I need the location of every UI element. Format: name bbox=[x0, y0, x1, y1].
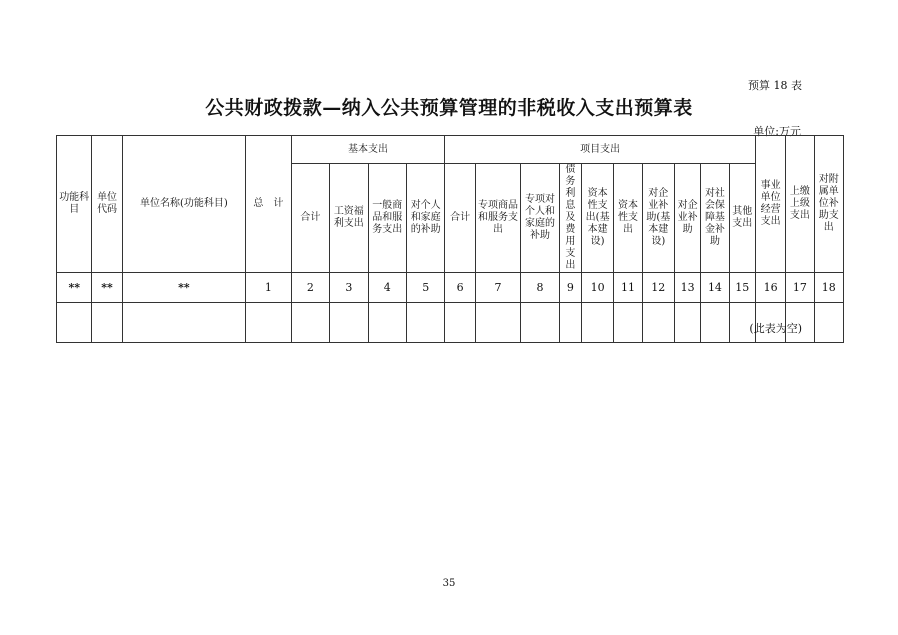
empty-cell bbox=[674, 303, 700, 343]
code-cell: ** bbox=[122, 273, 245, 303]
header-subsidiary-subsidy: 对附属单位补助支出 bbox=[814, 136, 843, 273]
empty-cell bbox=[291, 303, 329, 343]
header-project-enterprise-construction: 对企业补助(基本建设) bbox=[642, 164, 674, 273]
header-business-expense: 事业单位经营支出 bbox=[755, 136, 785, 273]
code-cell: 12 bbox=[642, 273, 674, 303]
code-cell: 17 bbox=[786, 273, 814, 303]
empty-cell bbox=[368, 303, 406, 343]
empty-cell bbox=[445, 303, 475, 343]
code-cell: 18 bbox=[814, 273, 843, 303]
code-cell: 3 bbox=[330, 273, 368, 303]
code-cell: 5 bbox=[406, 273, 444, 303]
empty-cell bbox=[581, 303, 613, 343]
header-project-goods: 专项商品和服务支出 bbox=[475, 164, 521, 273]
page-title: 公共财政拨款—纳入公共预算管理的非税收入支出预算表 bbox=[205, 97, 693, 119]
code-cell: 15 bbox=[729, 273, 755, 303]
header-project-capital: 资本性支出 bbox=[614, 164, 642, 273]
code-cell: 11 bbox=[614, 273, 642, 303]
empty-cell bbox=[246, 303, 292, 343]
header-basic-personal: 对个人和家庭的补助 bbox=[406, 164, 444, 273]
empty-cell bbox=[701, 303, 729, 343]
header-unit-name: 单位名称(功能科目) bbox=[122, 136, 245, 273]
empty-cell bbox=[814, 303, 843, 343]
code-cell: 8 bbox=[521, 273, 559, 303]
header-project-other: 其他支出 bbox=[729, 164, 755, 273]
page-number: 35 bbox=[442, 578, 456, 589]
header-basic-goods: 一般商品和服务支出 bbox=[368, 164, 406, 273]
header-total: 总 计 bbox=[246, 136, 292, 273]
code-row bbox=[57, 273, 844, 303]
unit-label: 单位:万元 bbox=[753, 125, 801, 138]
empty-cell bbox=[614, 303, 642, 343]
code-cell: 6 bbox=[445, 273, 475, 303]
empty-cell bbox=[406, 303, 444, 343]
header-unit-code: 单位代码 bbox=[92, 136, 122, 273]
empty-cell bbox=[559, 303, 581, 343]
empty-table-note: (此表为空) bbox=[749, 322, 802, 335]
empty-cell bbox=[122, 303, 245, 343]
code-cell: 14 bbox=[701, 273, 729, 303]
code-cell: ** bbox=[92, 273, 122, 303]
header-project-total: 合计 bbox=[445, 164, 475, 273]
code-cell: 16 bbox=[755, 273, 785, 303]
code-cell: 9 bbox=[559, 273, 581, 303]
code-cell: 10 bbox=[581, 273, 613, 303]
header-basic-wages: 工资福利支出 bbox=[330, 164, 368, 273]
code-cell: 13 bbox=[674, 273, 700, 303]
header-project-capital-construction: 资本性支出(基本建设) bbox=[581, 164, 613, 273]
header-project-enterprise: 对企业补助 bbox=[674, 164, 700, 273]
empty-cell bbox=[92, 303, 122, 343]
empty-cell bbox=[475, 303, 521, 343]
code-cell: 7 bbox=[475, 273, 521, 303]
code-cell: 2 bbox=[291, 273, 329, 303]
budget-table bbox=[56, 135, 844, 343]
header-group-basic: 基本支出 bbox=[291, 136, 445, 164]
header-project-personal: 专项对个人和家庭的补助 bbox=[521, 164, 559, 273]
empty-cell bbox=[521, 303, 559, 343]
header-group-project: 项目支出 bbox=[445, 136, 756, 164]
table-number-label: 预算 18 表 bbox=[748, 79, 802, 92]
header-upper-remittance: 上缴上级支出 bbox=[786, 136, 814, 273]
header-basic-total: 合计 bbox=[291, 164, 329, 273]
header-function-code: 功能科目 bbox=[57, 136, 92, 273]
empty-cell bbox=[642, 303, 674, 343]
code-cell: 1 bbox=[246, 273, 292, 303]
empty-cell bbox=[330, 303, 368, 343]
header-project-social-security: 对社会保障基金补助 bbox=[701, 164, 729, 273]
code-cell: 4 bbox=[368, 273, 406, 303]
header-project-debt: 债务利息及费用支出 bbox=[559, 164, 581, 273]
empty-row bbox=[57, 303, 844, 343]
empty-cell bbox=[57, 303, 92, 343]
code-cell: ** bbox=[57, 273, 92, 303]
